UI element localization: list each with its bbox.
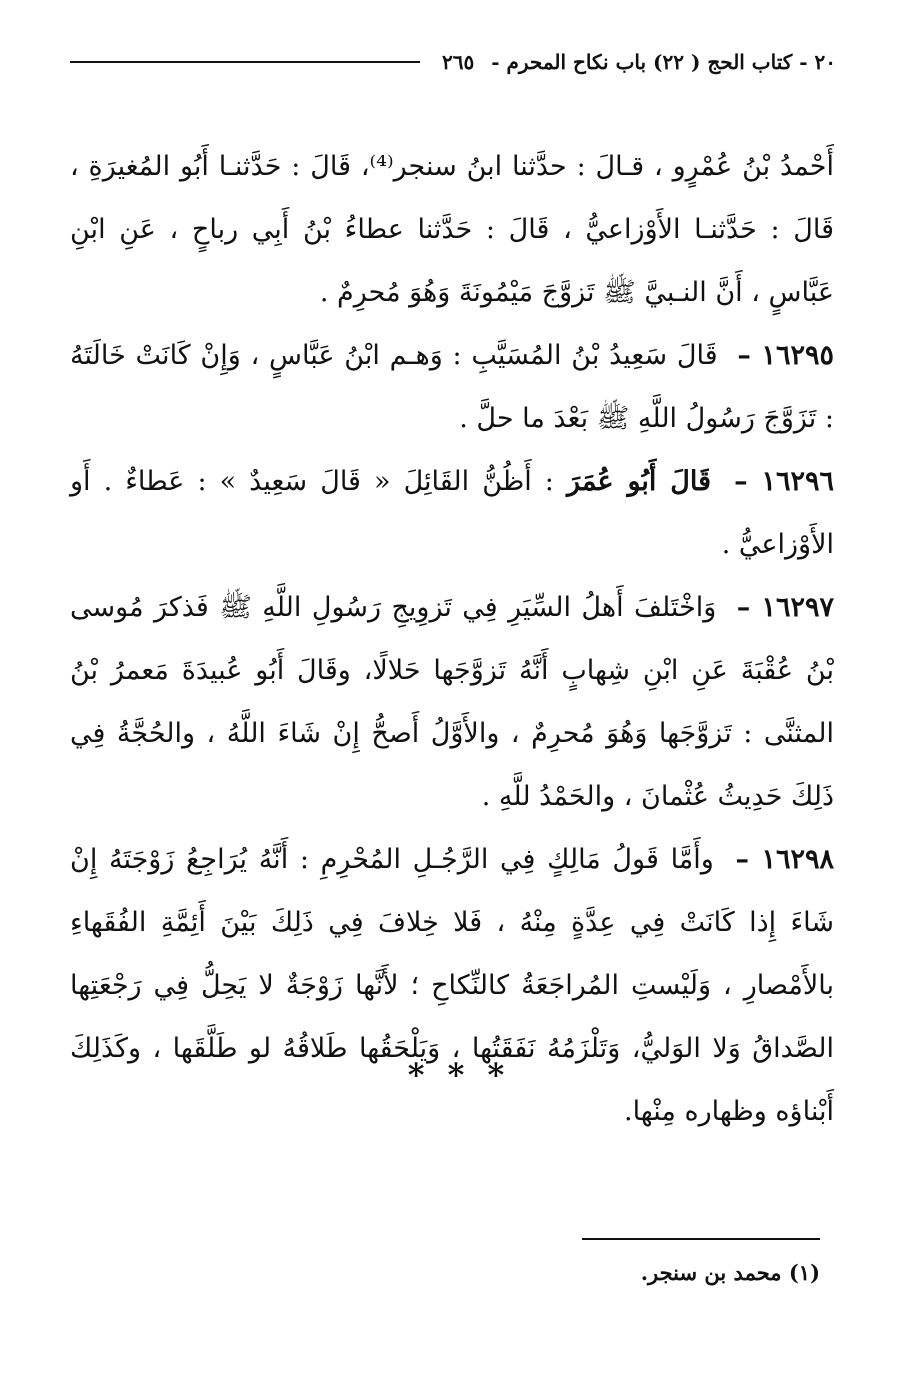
- paragraph-number: ١٦٢٩٥ –: [737, 340, 834, 371]
- page-number: ٢٦٥: [442, 50, 475, 74]
- paragraph-number: ١٦٢٩٧ –: [736, 592, 834, 623]
- header-chapter: ٢٠ - كتاب الحج ( ٢٢) باب نكاح المحرم -: [491, 50, 836, 74]
- paragraph-text: : أَظُنُّ القَائِلَ « قَالَ سَعِيدٌ » : عَطاءٌ . أَو الأَوْزاعيُّ .: [70, 466, 834, 560]
- speaker-name: قَالَ أَبُو عُمَرَ: [566, 466, 712, 497]
- header-title: [442, 50, 836, 74]
- running-header: [62, 42, 836, 82]
- paragraph-continuation: [70, 135, 834, 324]
- main-text: [70, 135, 834, 1143]
- footnote: (١) محمد بن سنجر.: [640, 1260, 820, 1285]
- header-rule: [70, 61, 420, 63]
- paragraph-text: قَالَ سَعِيدُ بْنُ المُسَيَّبِ : وَهـم ابْنُ عَبَّاسٍ ، وَإِنْ كَانَتْ خَالَتَهُ : تَزَوَّجَ رَسُولُ اللَّهِ ﷺ بَعْدَ ما حلَّ .: [70, 340, 834, 434]
- paragraph-text: وَاخْتَلفَ أَهلُ السِّيَرِ فِي تَزوِيجِ رَسُولِ اللَّهِ ﷺ فَذكرَ مُوسى بْنُ عُقْبَةَ عَنِ ابْنِ شِهابٍ أَنَّهُ تَزوَّجَها حَلالًا، وقَالَ أَبُو عُبيدَةَ مَعمرُ بْنُ المثنَّى : تَزوَّجَها وَهُوَ مُحرِمٌ ، والأَوَّلُ أَصحُّ إِنْ شَاءَ اللَّهُ ، والحُجَّةُ فِي ذَلِكَ حَدِيثُ عُثْمانَ ، والحَمْدُ للَّهِ .: [70, 592, 834, 812]
- section-separator: * * *: [407, 1056, 511, 1094]
- paragraph-number: ١٦٢٩٦ –: [734, 466, 834, 497]
- paragraph-16298: [70, 828, 834, 1143]
- footnote-rule: [582, 1238, 820, 1240]
- paragraph-16295: [70, 324, 834, 450]
- paragraph-number: ١٦٢٩٨ –: [735, 844, 834, 875]
- paragraph-text: وأَمَّا قَولُ مَالِكٍ فِي الرَّجُـلِ المُحْرِمِ : أَنَّهُ يُرَاجِعُ زَوْجَتَهُ إِنْ شَاءَ إِذا كَانَتْ فِي عِدَّةٍ مِنْهُ ، فَلا خِلافَ فِي ذَلِكَ بَيْنَ أَئِمَّةِ الفُقَهاءِ بالأَمْصارِ ، وَلَيْستِ المُراجَعَةُ كالنِّكاحِ ؛ لأَنَّها زَوْجَةٌ لا يَحِلُّ فِي رَجْعَتِها الصَّداقُ وَلا الوَليُّ، وَتَلْزَمُهُ نَفَقَتُها ، وَيَلْحَقُها طَلاقُهُ لو طَلَّقَها ، وكَذَلِكَ أَبْناؤه وظهاره مِنْها.: [70, 844, 834, 1127]
- paragraph-text: أَحْمدُ بْنُ عُمْرٍو ، قـالَ : حدَّثنا ابنُ سنجر⁽⁴⁾، قَالَ : حَدَّثنـا أَبُو المُغيرَةِ ، قَالَ : حَدَّثنـا الأَوْزاعيُّ ، قَالَ : حَدَّثنا عطاءُ بْنُ أَبِي رباحٍ ، عَنِ ابْنِ عَبَّاسٍ ، أَنَّ النـبيَّ ﷺ تَزوَّجَ مَيْمُونَةَ وَهُوَ مُحرِمٌ .: [70, 151, 834, 308]
- paragraph-16296: [70, 450, 834, 576]
- paragraph-16297: [70, 576, 834, 828]
